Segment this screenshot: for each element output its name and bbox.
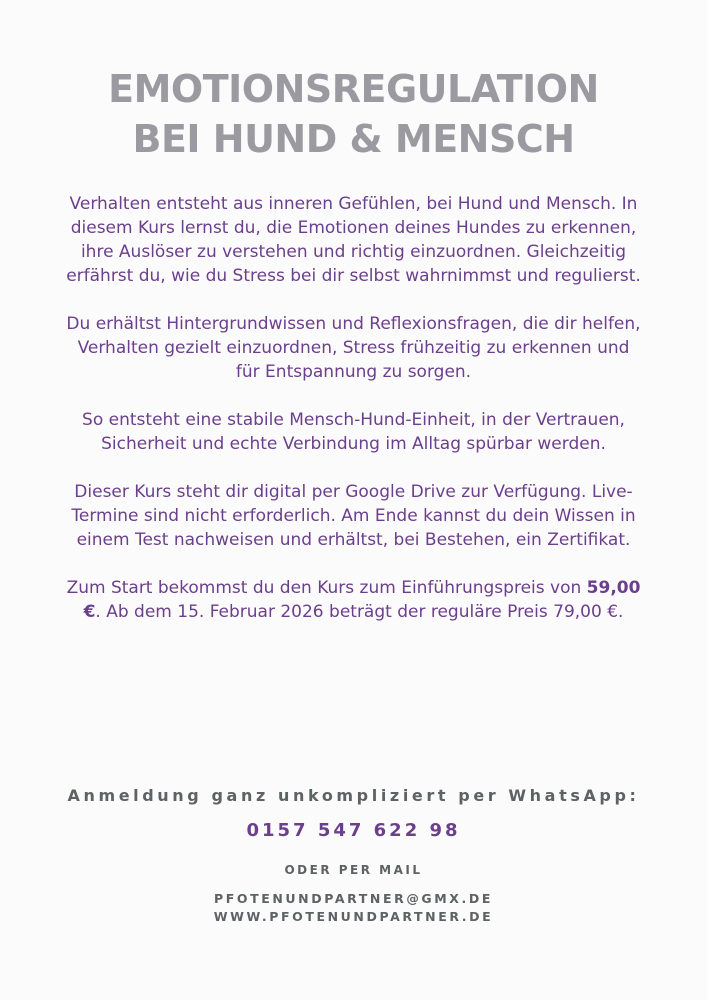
price-text-before: Zum Start bekommst du den Kurs zum Einführungspreis von <box>66 578 587 598</box>
contact-block <box>0 890 707 926</box>
course-title-line-2: BEI HUND & MENSCH <box>132 117 575 161</box>
description-paragraph-4: Dieser Kurs steht dir digital per Google Drive zur Verfügung. Live-Termine sind nicht erforderlich. Am Ende kannst du dein Wissen in einem Test nachweisen und erhältst, bei Bestehen, ein Zertifikat. <box>71 482 636 550</box>
or-mail-label: ODER PER MAIL <box>284 863 423 877</box>
phone-number: 0157 547 622 98 <box>246 820 461 841</box>
intro-price: 59,00 € <box>83 578 641 622</box>
description-paragraph-2: Du erhältst Hintergrundwissen und Reflexionsfragen, die dir helfen, Verhalten gezielt einzuordnen, Stress frühzeitig zu erkennen und für Entspannung zu sorgen. <box>66 314 641 382</box>
description-paragraph-1: Verhalten entsteht aus inneren Gefühlen, bei Hund und Mensch. In diesem Kurs lernst du, die Emotionen deines Hundes zu erkennen, ihre Auslöser zu verstehen und richtig einzuordnen. Gleichzeitig erfährst du, wie du Stress bei dir selbst wahrnimmst und regulierst. <box>66 194 641 286</box>
whatsapp-cta: Anmeldung ganz unkompliziert per WhatsApp: <box>67 786 640 805</box>
course-title <box>0 64 707 164</box>
course-description <box>64 192 643 648</box>
course-title-line-1: EMOTIONSREGULATION <box>108 67 599 111</box>
description-paragraph-3: So entsteht eine stabile Mensch-Hund-Einheit, in der Vertrauen, Sicherheit und echte Verbindung im Alltag spürbar werden. <box>82 410 625 454</box>
price-text-after: . Ab dem 15. Februar 2026 beträgt der reguläre Preis 79,00 €. <box>95 602 624 622</box>
website-address: WWW.PFOTENUNDPARTNER.DE <box>213 909 494 924</box>
email-address: PFOTENUNDPARTNER@GMX.DE <box>213 891 494 906</box>
price-paragraph <box>64 576 643 624</box>
